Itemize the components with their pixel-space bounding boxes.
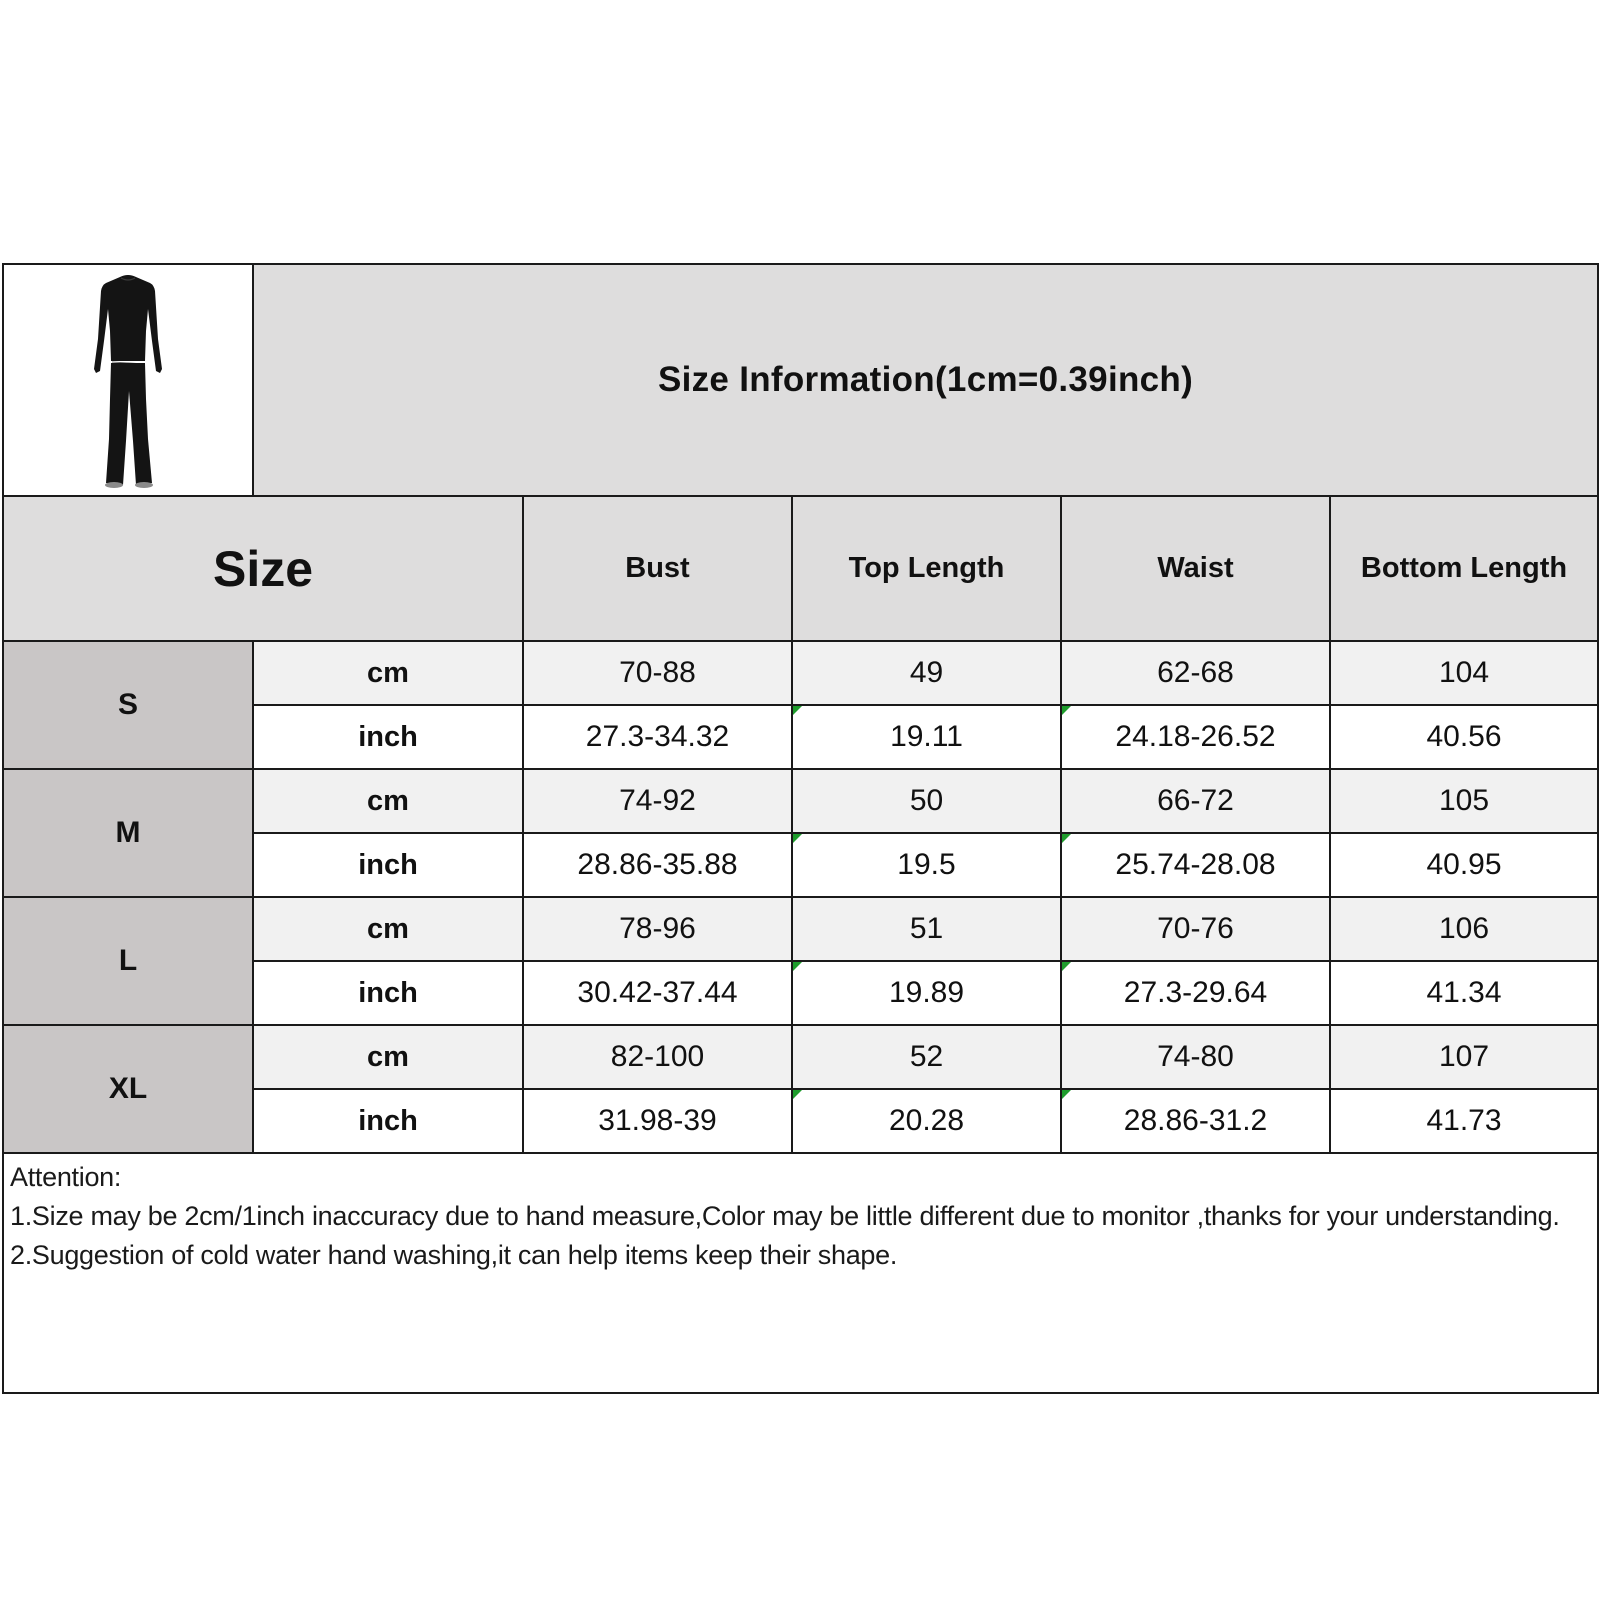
waist-inch-s: 24.18-26.52	[1062, 706, 1331, 770]
top-length-inch-xl: 20.28	[793, 1090, 1062, 1154]
column-header-top-length: Top Length	[793, 497, 1062, 642]
size-table	[4, 265, 1597, 1154]
bust-cm-l: 78-96	[524, 898, 793, 962]
outfit-silhouette-icon	[78, 269, 178, 491]
unit-cm: cm	[254, 770, 524, 834]
attention-note-1: 1.Size may be 2cm/1inch inaccuracy due to hand measure,Color may be little different due to monitor ,thanks for your understanding.	[10, 1201, 1560, 1231]
waist-cm-s: 62-68	[1062, 642, 1331, 706]
chart-title-cell	[254, 265, 1597, 497]
unit-cm: cm	[254, 1026, 524, 1090]
top-length-cm-s: 49	[793, 642, 1062, 706]
top-length-inch-l: 19.89	[793, 962, 1062, 1026]
bust-cm-m: 74-92	[524, 770, 793, 834]
bottom-length-cm-xl: 107	[1331, 1026, 1597, 1090]
bust-inch-s: 27.3-34.32	[524, 706, 793, 770]
size-label-m: M	[4, 770, 254, 898]
bust-inch-xl: 31.98-39	[524, 1090, 793, 1154]
waist-inch-xl: 28.86-31.2	[1062, 1090, 1331, 1154]
bust-inch-m: 28.86-35.88	[524, 834, 793, 898]
unit-inch: inch	[254, 706, 524, 770]
size-label-s: S	[4, 642, 254, 770]
attention-heading: Attention:	[10, 1162, 122, 1192]
waist-inch-l: 27.3-29.64	[1062, 962, 1331, 1026]
size-chart	[2, 263, 1599, 1394]
top-length-cm-xl: 52	[793, 1026, 1062, 1090]
column-header-bottom-length: Bottom Length	[1331, 497, 1597, 642]
attention-notes	[4, 1154, 1597, 1275]
size-header	[4, 497, 524, 642]
size-header-label: Size	[212, 540, 314, 597]
unit-inch: inch	[254, 834, 524, 898]
column-header-bust: Bust	[524, 497, 793, 642]
bottom-length-inch-m: 40.95	[1331, 834, 1597, 898]
waist-cm-xl: 74-80	[1062, 1026, 1331, 1090]
waist-cm-l: 70-76	[1062, 898, 1331, 962]
size-label-l: L	[4, 898, 254, 1026]
top-length-inch-s: 19.11	[793, 706, 1062, 770]
bottom-length-cm-m: 105	[1331, 770, 1597, 834]
bottom-length-cm-l: 106	[1331, 898, 1597, 962]
unit-cm: cm	[254, 898, 524, 962]
unit-cm: cm	[254, 642, 524, 706]
bottom-length-inch-xl: 41.73	[1331, 1090, 1597, 1154]
bottom-length-inch-s: 40.56	[1331, 706, 1597, 770]
size-label-xl: XL	[4, 1026, 254, 1154]
bust-inch-l: 30.42-37.44	[524, 962, 793, 1026]
bottom-length-cm-s: 104	[1331, 642, 1597, 706]
top-length-cm-m: 50	[793, 770, 1062, 834]
product-photo	[4, 265, 254, 497]
bottom-length-inch-l: 41.34	[1331, 962, 1597, 1026]
waist-inch-m: 25.74-28.08	[1062, 834, 1331, 898]
top-length-inch-m: 19.5	[793, 834, 1062, 898]
column-header-waist: Waist	[1062, 497, 1331, 642]
bust-cm-xl: 82-100	[524, 1026, 793, 1090]
unit-inch: inch	[254, 1090, 524, 1154]
unit-inch: inch	[254, 962, 524, 1026]
bust-cm-s: 70-88	[524, 642, 793, 706]
waist-cm-m: 66-72	[1062, 770, 1331, 834]
attention-note-2: 2.Suggestion of cold water hand washing,it can help items keep their shape.	[10, 1240, 898, 1270]
chart-title: Size Information(1cm=0.39inch)	[657, 360, 1194, 399]
top-length-cm-l: 51	[793, 898, 1062, 962]
